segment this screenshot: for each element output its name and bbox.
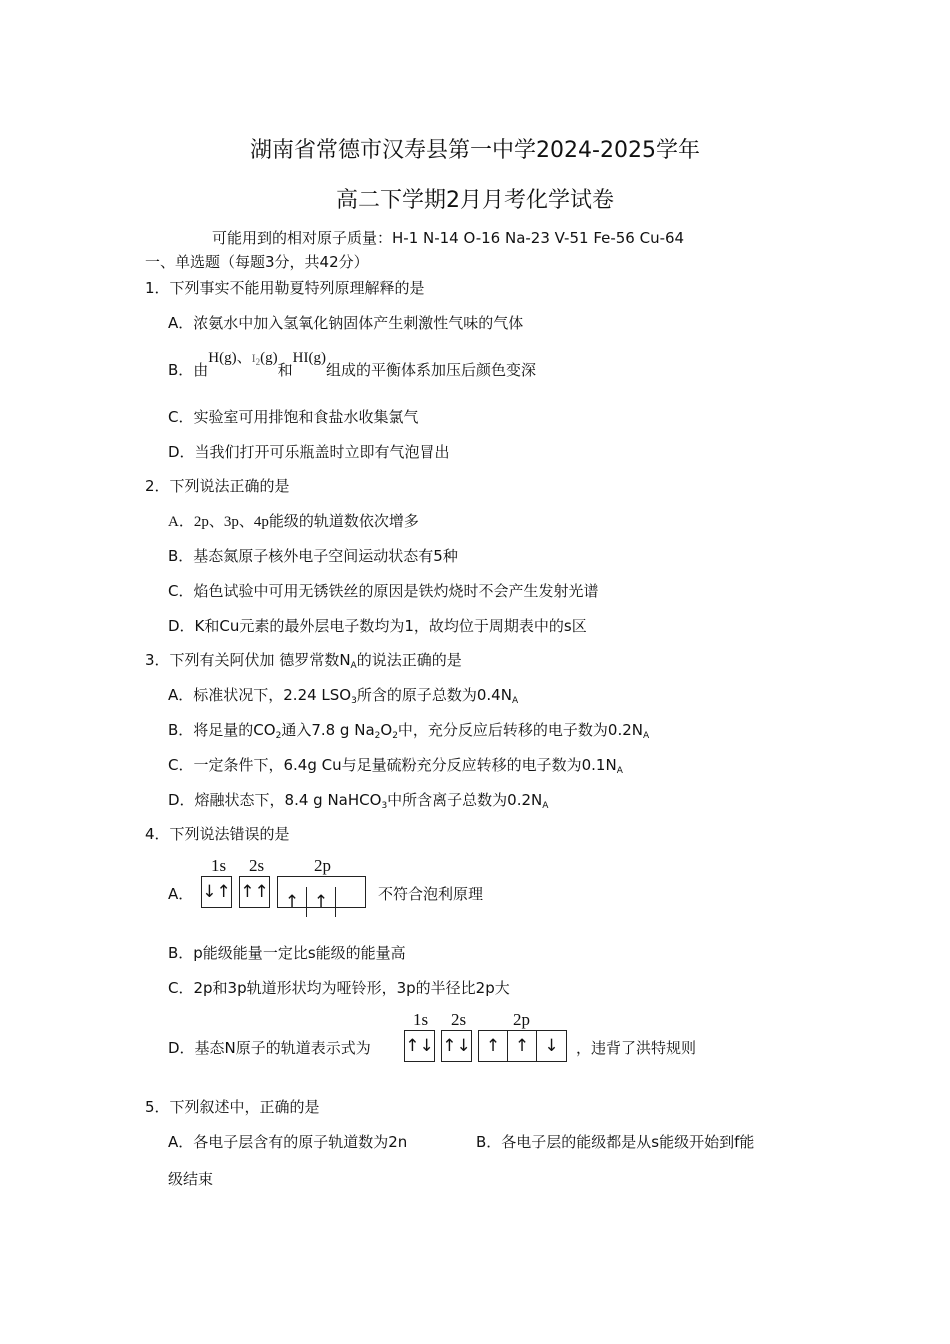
section-heading: 一、单选题（每题3分，共42分） [145,253,369,271]
q3-option-d: D．熔融状态下，8.4 g NaHCO$_3$中所含离子总数为$0.2N_A$ [168,791,549,811]
q5-stem: 5．下列叙述中，正确的是 [145,1098,320,1116]
orbital-label-2s: 2s [451,1010,467,1029]
q4-a-text: 不符合泡利原理 [378,885,484,903]
orbital-box-2p [277,876,366,912]
q3-option-a: A．标准状况下，2.24 $LSO_3$所含的原子总数为$0.4N_A$ [168,686,519,706]
q3-option-c: C．一定条件下，6.4g Cu与足量硫粉充分反应转移的电子数为$0.1N_A$ [168,756,623,776]
orbital-cell: ↑↓ [442,1036,471,1056]
orbital-cell: ↓ [544,1036,559,1056]
q2-option-c: C．焰色试验中可用无锈铁丝的原因是铁灼烧时不会产生发射光谱 [168,582,599,600]
orbital-cell: ↓↑ [202,882,231,902]
orbital-box-2p [478,1030,567,1062]
page-title-line2: 高二下学期2月月考化学试卷 [336,188,614,213]
q2-option-b: B．基态氮原子核外电子空间运动状态有5种 [168,547,458,565]
orbital-label-2p: 2p [513,1010,530,1029]
orbital-cell: ↑↑ [240,882,269,902]
q1-option-a: A．浓氨水中加入氢氧化钠固体产生刺激性气味的气体 [168,314,524,332]
orbital-cell: ↑ [479,1031,508,1061]
q2-option-a: A．2p、3p、4p能级的轨道数依次增多 [168,514,419,530]
page-title-line1: 湖南省常德市汉寿县第一中学2024-2025学年 [250,138,700,163]
q1-option-b: B．由H(g)、$^{I_2}$(g)和HI(g)组成的平衡体系加压后颜色变深 [168,350,536,379]
q5-option-a: A．各电子层含有的原子轨道数为2n [168,1133,408,1151]
orbital-box-2s [441,1030,472,1062]
orbital-cell: ↑↓ [405,1036,434,1056]
q4-d-post: ，违背了洪特规则 [576,1039,697,1057]
orbital-cell: ↑ [278,887,307,917]
orbital-label-2p: 2p [314,856,331,875]
orbital-box-1s [201,876,232,908]
q4-option-b: B．p能级能量一定比s能级的能量高 [168,944,406,962]
orbital-cell: ↑ [307,887,336,917]
orbital-label-1s: 1s [211,856,227,875]
orbital-label-2s: 2s [249,856,265,875]
orbital-cell [336,877,365,907]
q4-d-pre: D．基态N原子的轨道表示式为 [168,1039,371,1057]
atomic-mass-note: 可能用到的相对原子质量：H-1 N-14 O-16 Na-23 V-51 Fe-56 Cu-64 [212,229,685,247]
q5-option-b-continued: 级结束 [168,1170,214,1188]
q3-option-b: B．将足量的$CO_2$通入7.8 g $Na_2O_2$中，充分反应后转移的电子数为$0.2N_A$ [168,721,650,741]
orbital-box-1s [404,1030,435,1062]
q1-option-c: C．实验室可用排饱和食盐水收集氯气 [168,408,419,426]
q4-option-c: C．2p和3p轨道形状均为哑铃形，3p的半径比2p大 [168,979,510,997]
orbital-label-1s: 1s [413,1010,429,1029]
orbital-box-2s [239,876,270,908]
q5-option-b: B．各电子层的能级都是从s能级开始到f能 [476,1133,755,1151]
q1-stem: 1．下列事实不能用勒夏特列原理解释的是 [145,279,425,297]
q4-a-label: A． [168,885,194,903]
q3-stem: 3．下列有关阿伏加 德罗常数$N_A$的说法正确的是 [145,651,462,671]
q2-stem: 2．下列说法正确的是 [145,477,290,495]
q2-option-d: D．K和Cu元素的最外层电子数均为1，故均位于周期表中的s区 [168,617,587,635]
q1-option-d: D．当我们打开可乐瓶盖时立即有气泡冒出 [168,443,450,461]
orbital-cell: ↑ [508,1031,537,1061]
q4-stem: 4．下列说法错误的是 [145,825,290,843]
